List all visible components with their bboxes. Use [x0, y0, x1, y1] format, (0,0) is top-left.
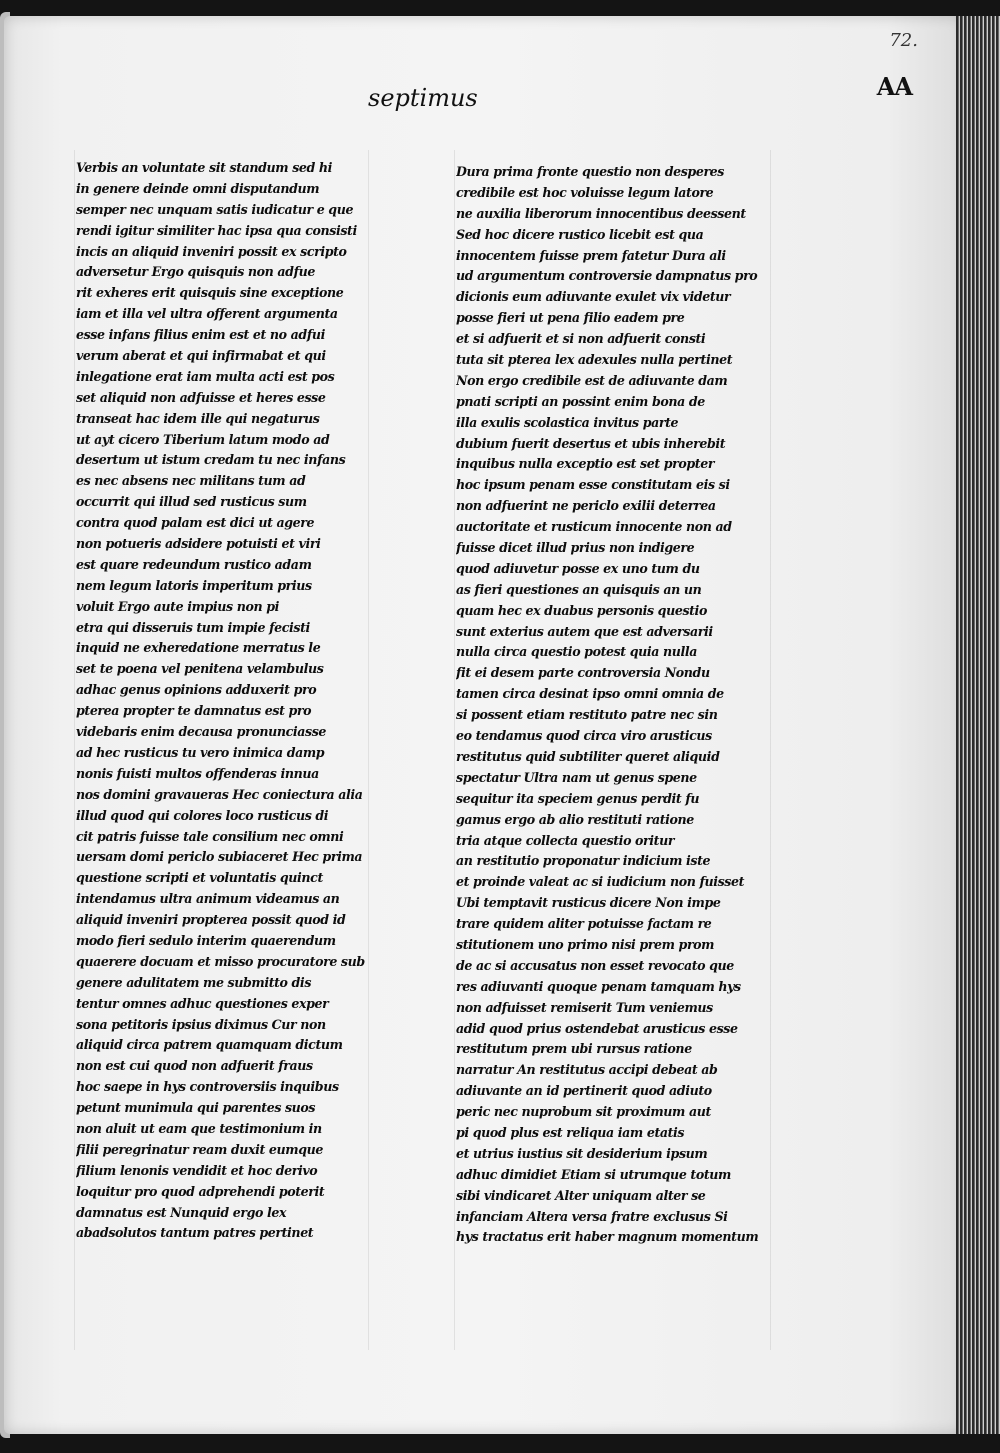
- manuscript-line: sibi vindicaret Alter uniquam alter se: [456, 1187, 706, 1203]
- ruling-line: [770, 150, 771, 1350]
- manuscript-line: innocentem fuisse prem fatetur Dura ali: [456, 247, 726, 263]
- manuscript-line: iam et illa vel ultra offerent argumenta: [76, 306, 338, 322]
- manuscript-line: loquitur pro quod adprehendi poterit: [76, 1183, 325, 1199]
- manuscript-line: hys tractatus erit haber magnum momentum: [456, 1229, 759, 1245]
- manuscript-line: eo tendamus quod circa viro arusticus: [456, 728, 712, 744]
- manuscript-line: videbaris enim decausa pronunciasse: [76, 724, 326, 740]
- manuscript-line: pi quod plus est reliqua iam etatis: [456, 1124, 685, 1140]
- manuscript-line: illa exulis scolastica invitus parte: [456, 414, 679, 430]
- manuscript-line: aliquid inveniri propterea possit quod id: [76, 912, 346, 928]
- signature-mark: AA: [876, 72, 912, 101]
- manuscript-line: si possent etiam restituto patre nec sin: [456, 707, 718, 723]
- manuscript-line: inlegatione erat iam multa acti est pos: [76, 368, 335, 384]
- manuscript-line: spectatur Ultra nam ut genus spene: [456, 769, 697, 785]
- manuscript-line: dubium fuerit desertus et ubis inherebit: [456, 435, 726, 451]
- manuscript-line: et proinde valeat ac si iudicium non fuisset: [456, 874, 745, 890]
- manuscript-line: uersam domi periclo subiaceret Hec prima: [76, 849, 363, 865]
- manuscript-line: trare quidem aliter potuisse factam re: [456, 916, 712, 932]
- manuscript-line: nonis fuisti multos offenderas innua: [76, 765, 319, 781]
- manuscript-line: petunt munimula qui parentes suos: [76, 1100, 316, 1116]
- manuscript-line: pnati scripti an possint enim bona de: [456, 393, 705, 409]
- manuscript-line: ad hec rusticus tu vero inimica damp: [76, 744, 325, 760]
- manuscript-line: set te poena vel penitena velambulus: [76, 661, 324, 677]
- manuscript-line: posse fieri ut pena filio eadem pre: [456, 310, 685, 326]
- manuscript-line: est quare redeundum rustico adam: [76, 556, 312, 572]
- manuscript-line: restitutum prem ubi rursus ratione: [456, 1041, 692, 1057]
- manuscript-line: quaerere docuam et misso procuratore sub: [76, 953, 365, 969]
- manuscript-line: set aliquid non adfuisse et heres esse: [76, 389, 326, 405]
- manuscript-line: illud quod qui colores loco rusticus di: [76, 807, 329, 823]
- book-fore-edge: [956, 16, 1000, 1434]
- ruling-line: [74, 150, 75, 1350]
- manuscript-line: es nec absens nec militans tum ad: [76, 473, 306, 489]
- manuscript-line: tuta sit pterea lex adexules nulla pertinet: [456, 352, 733, 368]
- left-text-column: [76, 158, 370, 1244]
- right-text-column: [456, 162, 768, 1248]
- manuscript-line: res adiuvanti quoque penam tamquam hys: [456, 978, 741, 994]
- manuscript-line: gamus ergo ab alio restituti ratione: [456, 811, 694, 827]
- manuscript-line: tamen circa desinat ipso omni omnia de: [456, 686, 724, 702]
- manuscript-line: nulla circa questio potest quia nulla: [456, 644, 698, 660]
- manuscript-line: sunt exterius autem que est adversarii: [456, 623, 713, 639]
- manuscript-line: adid quod prius ostendebat arusticus esse: [456, 1020, 738, 1036]
- manuscript-line: modo fieri sedulo interim quaerendum: [76, 932, 336, 948]
- manuscript-line: sona petitoris ipsius diximus Cur non: [76, 1016, 326, 1032]
- manuscript-line: incis an aliquid inveniri possit ex scripto: [76, 243, 347, 259]
- manuscript-line: filium lenonis vendidit et hoc derivo: [76, 1162, 318, 1178]
- manuscript-line: Dura prima fronte questio non desperes: [456, 164, 724, 179]
- manuscript-line: adhuc dimidiet Etiam si utrumque totum: [456, 1166, 731, 1182]
- manuscript-line: desertum ut istum credam tu nec infans: [76, 452, 346, 468]
- manuscript-line: de ac si accusatus non esset revocato que: [456, 957, 734, 973]
- manuscript-line: restitutus quid subtiliter queret aliquid: [456, 748, 720, 764]
- manuscript-line: sequitur ita speciem genus perdit fu: [456, 790, 700, 806]
- manuscript-line: ut ayt cicero Tiberium latum modo ad: [76, 431, 330, 447]
- manuscript-line: damnatus est Nunquid ergo lex: [76, 1204, 287, 1220]
- manuscript-line: voluit Ergo aute impius non pi: [76, 598, 280, 614]
- manuscript-line: adversetur Ergo quisquis non adfue: [76, 264, 315, 280]
- manuscript-line: narratur An restitutus accipi debeat ab: [456, 1062, 718, 1078]
- manuscript-line: non adfuisset remiserit Tum veniemus: [456, 999, 713, 1015]
- manuscript-line: non potueris adsidere potuisti et viri: [76, 536, 321, 552]
- manuscript-line: nem legum latoris imperitum prius: [76, 577, 312, 593]
- manuscript-line: transeat hac idem ille qui negaturus: [76, 410, 320, 426]
- manuscript-line: quod adiuvetur posse ex uno tum du: [456, 560, 700, 576]
- manuscript-line: et si adfuerit et si non adfuerit consti: [456, 331, 706, 347]
- manuscript-line: non adfuerint ne periclo exilii deterrea: [456, 498, 716, 514]
- manuscript-line: fuisse dicet illud prius non indigere: [456, 540, 695, 556]
- manuscript-line: genere adulitatem me submitto dis: [76, 974, 312, 990]
- manuscript-line: inquid ne exheredatione merratus le: [76, 640, 321, 656]
- manuscript-line: tentur omnes adhuc questiones exper: [76, 995, 329, 1011]
- manuscript-line: abadsolutos tantum patres pertinet: [76, 1225, 314, 1241]
- manuscript-line: cit patris fuisse tale consilium nec omni: [76, 828, 344, 844]
- manuscript-line: ne auxilia liberorum innocentibus deessent: [456, 205, 746, 221]
- manuscript-line: infanciam Altera versa fratre exclusus Si: [456, 1208, 728, 1224]
- manuscript-line: pterea propter te damnatus est pro: [76, 703, 312, 719]
- manuscript-line: Sed hoc dicere rustico licebit est qua: [456, 226, 704, 242]
- manuscript-line: et utrius iustius sit desiderium ipsum: [456, 1145, 708, 1161]
- manuscript-line: stitutionem uno primo nisi prem prom: [456, 936, 715, 952]
- manuscript-line: rendi igitur similiter hac ipsa qua consisti: [76, 222, 357, 238]
- manuscript-line: occurrit qui illud sed rusticus sum: [76, 494, 307, 510]
- manuscript-line: esse infans filius enim est et no adfui: [76, 327, 325, 343]
- manuscript-line: auctoritate et rusticum innocente non ad: [456, 519, 732, 535]
- manuscript-line: quam hec ex duabus personis questio: [456, 602, 707, 618]
- manuscript-line: Ubi temptavit rusticus dicere Non impe: [456, 895, 721, 911]
- manuscript-line: in genere deinde omni disputandum: [76, 180, 320, 196]
- manuscript-line: adhac genus opinions adduxerit pro: [76, 682, 317, 698]
- folio-number: 72.: [889, 30, 918, 51]
- manuscript-line: an restitutio proponatur indicium iste: [456, 853, 711, 869]
- manuscript-line: etra qui disseruis tum impie fecisti: [76, 619, 310, 635]
- manuscript-line: adiuvante an id pertinerit quod adiuto: [456, 1083, 712, 1099]
- manuscript-line: as fieri questiones an quisquis an un: [456, 581, 702, 597]
- manuscript-line: rit exheres erit quisquis sine exceptione: [76, 285, 344, 301]
- running-head: septimus: [368, 84, 478, 112]
- manuscript-line: credibile est hoc voluisse legum latore: [456, 184, 714, 200]
- manuscript-line: dicionis eum adiuvante exulet vix videtur: [456, 289, 731, 305]
- ruling-line: [454, 150, 455, 1350]
- manuscript-line: intendamus ultra animum videamus an: [76, 891, 340, 907]
- manuscript-line: hoc ipsum penam esse constitutam eis si: [456, 477, 730, 493]
- manuscript-line: contra quod palam est dici ut agere: [76, 515, 315, 531]
- manuscript-line: non aluit ut eam que testimonium in: [76, 1120, 322, 1136]
- manuscript-line: peric nec nuprobum sit proximum aut: [456, 1104, 711, 1120]
- manuscript-line: verum aberat et qui infirmabat et qui: [76, 348, 326, 364]
- manuscript-line: non est cui quod non adfuerit fraus: [76, 1058, 313, 1074]
- manuscript-line: questione scripti et voluntatis quinct: [76, 870, 323, 886]
- manuscript-line: hoc saepe in hys controversiis inquibus: [76, 1079, 339, 1095]
- manuscript-line: filii peregrinatur ream duxit eumque: [76, 1141, 323, 1157]
- manuscript-line: fit ei desem parte controversia Nondu: [456, 665, 710, 681]
- manuscript-line: inquibus nulla exceptio est set propter: [456, 456, 715, 472]
- manuscript-line: semper nec unquam satis iudicatur e que: [76, 201, 354, 217]
- manuscript-line: Verbis an voluntate sit standum sed hi: [76, 160, 333, 175]
- manuscript-line: nos domini gravaueras Hec coniectura alia: [76, 786, 363, 802]
- manuscript-line: Non ergo credibile est de adiuvante dam: [456, 372, 728, 388]
- manuscript-line: ud argumentum controversie dampnatus pro: [456, 268, 758, 284]
- manuscript-line: tria atque collecta questio oritur: [456, 832, 675, 848]
- manuscript-line: aliquid circa patrem quamquam dictum: [76, 1037, 343, 1053]
